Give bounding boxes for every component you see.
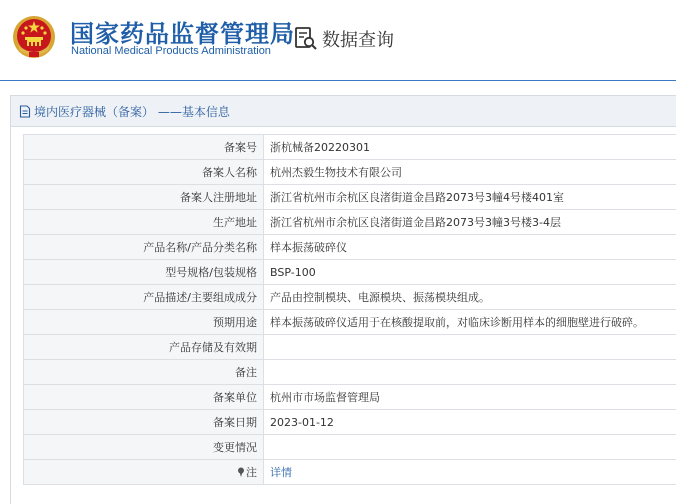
table-row: [24, 435, 676, 460]
row-value: 产品由控制模块、电源模块、振荡模块组成。: [264, 285, 676, 310]
row-value: 杭州市市场监督管理局: [264, 385, 676, 410]
row-value: 2023-01-12: [264, 410, 676, 435]
data-query-link[interactable]: [294, 24, 394, 54]
row-label: 产品名称/产品分类名称: [24, 235, 264, 260]
table-row: [24, 285, 676, 310]
row-label: 备案号: [24, 135, 264, 160]
table-row: [24, 160, 676, 185]
table-row: [24, 185, 676, 210]
row-label: 备案单位: [24, 385, 264, 410]
row-label: 预期用途: [24, 310, 264, 335]
national-emblem-icon: [12, 15, 56, 59]
row-value: [264, 335, 676, 360]
table-row: [24, 135, 676, 160]
site-subtitle: National Medical Products Administration: [71, 45, 271, 57]
table-row: [24, 360, 676, 385]
row-value: 浙杭械备20220301: [264, 135, 676, 160]
row-label: 注: [246, 466, 257, 479]
table-row: [24, 310, 676, 335]
row-label: 变更情况: [24, 435, 264, 460]
row-value: 样本振荡破碎仪: [264, 235, 676, 260]
table-row: [24, 210, 676, 235]
row-label: 备案人名称: [24, 160, 264, 185]
table-row: [24, 235, 676, 260]
table-row: [24, 260, 676, 285]
site-title: 国家药品监督管理局: [70, 20, 295, 48]
detail-link[interactable]: 详情: [270, 466, 292, 479]
table-row: [24, 385, 676, 410]
row-label: 备案日期: [24, 410, 264, 435]
header-divider: [0, 80, 676, 81]
row-label: 产品存储及有效期: [24, 335, 264, 360]
row-value: 浙江省杭州市余杭区良渚街道金昌路2073号3幢3号楼3-4层: [264, 210, 676, 235]
panel-title: 境内医疗器械（备案） ——基本信息: [34, 104, 230, 119]
row-value: BSP-100: [264, 260, 676, 285]
note-label-cell: [24, 460, 264, 485]
row-label: 型号规格/包装规格: [24, 260, 264, 285]
table-row: [24, 335, 676, 360]
row-label: 备注: [24, 360, 264, 385]
data-query-label: 数据查询: [322, 30, 394, 51]
row-value: [264, 460, 676, 485]
row-value: 浙江省杭州市余杭区良渚街道金昌路2073号3幢4号楼401室: [264, 185, 676, 210]
info-table: [23, 134, 676, 485]
row-label: 生产地址: [24, 210, 264, 235]
pin-icon: [237, 467, 245, 477]
search-document-icon: [294, 26, 318, 52]
row-value: [264, 360, 676, 385]
row-value: [264, 435, 676, 460]
table-row: [24, 460, 676, 485]
row-value: 样本振荡破碎仪适用于在核酸提取前，对临床诊断用样本的细胞壁进行破碎。: [264, 310, 676, 335]
panel-header: [11, 96, 676, 127]
table-row: [24, 410, 676, 435]
row-label: 备案人注册地址: [24, 185, 264, 210]
row-value: 杭州杰毅生物技术有限公司: [264, 160, 676, 185]
site-header: [0, 0, 676, 80]
info-panel: [10, 95, 676, 504]
document-icon: [19, 105, 31, 118]
row-label: 产品描述/主要组成成分: [24, 285, 264, 310]
